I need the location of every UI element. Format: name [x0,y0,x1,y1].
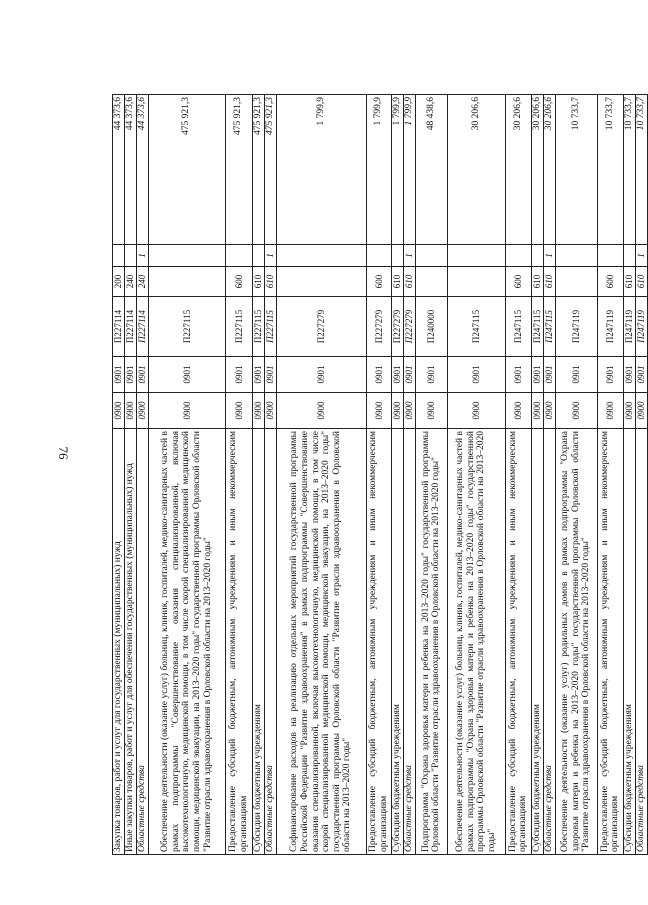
target-article-code: П227115 [252,297,264,357]
row-description: Иные закупки товаров, работ и услуг для обеспечения государственных (муниципальных) нужд [125,429,137,855]
target-article-code: П247119 [623,297,635,357]
budget-table-body [113,95,648,855]
amount-value: 1 799,9 [366,95,391,245]
row-description: Областные средства [137,429,149,855]
row-description: Субсидии бюджетным учреждениям [391,429,403,855]
expense-type-code: 600 [225,267,252,297]
row-description: Закупка товаров, работ и услуг для государственных (муниципальных) нужд [113,429,125,855]
row-description: Субсидии бюджетным учреждениям [252,429,264,855]
table-row [113,95,125,855]
expense-type-code [447,267,505,297]
funding-source-code [531,245,543,267]
subsection-code: 0901 [543,357,555,393]
table-row [555,95,597,855]
section-code: 0900 [137,393,149,429]
expense-type-code: 610 [264,267,276,297]
expense-type-code: 200 [113,267,125,297]
subsection-code: 0901 [225,357,252,393]
amount-value: 44 373,6 [125,95,137,245]
funding-source-code [252,245,264,267]
target-article-code: П247119 [597,297,623,357]
subsection-code: 0901 [531,357,543,393]
section-code: 0900 [113,393,125,429]
row-description: Областные средства [635,429,647,855]
row-description: Обеспечение деятельности (оказание услуг) родильных домов в рамках подпрограммы "Охрана здоровья матери и ребенка на 2013–2020 годы" государственной программы Орловской области "Развитие отрасли здравоохранения в Орловской области на 2013–2020 годы" [555,429,597,855]
section-code: 0900 [276,393,366,429]
target-article-code: П247119 [555,297,597,357]
expense-type-code: 610 [543,267,555,297]
row-description: Субсидии бюджетным учреждениям [623,429,635,855]
row-description: Предоставление субсидий бюджетным, автономным учреждениям и иным некоммерческим организациям [597,429,623,855]
section-code: 0900 [505,393,531,429]
funding-source-code: 1 [543,245,555,267]
funding-source-code [276,245,366,267]
amount-value: 10 733,7 [597,95,623,245]
target-article-code: П240000 [415,297,447,357]
section-code: 0900 [403,393,415,429]
funding-source-code [415,245,447,267]
section-code: 0900 [148,393,225,429]
amount-value: 10 733,7 [623,95,635,245]
subsection-code: 0901 [366,357,391,393]
funding-source-code [597,245,623,267]
table-row [403,95,415,855]
funding-source-code [125,245,137,267]
target-article-code: П227114 [125,297,137,357]
target-article-code: П227279 [391,297,403,357]
subsection-code: 0901 [623,357,635,393]
amount-value: 30 206,6 [447,95,505,245]
section-code: 0900 [543,393,555,429]
target-article-code: П227279 [403,297,415,357]
expense-type-code: 600 [505,267,531,297]
amount-value: 475 921,3 [148,95,225,245]
amount-value: 30 206,6 [543,95,555,245]
section-code: 0900 [125,393,137,429]
target-article-code: П247115 [505,297,531,357]
page-number: 76 [56,446,71,460]
target-article-code: П227114 [113,297,125,357]
expense-type-code [276,267,366,297]
expense-type-code: 610 [623,267,635,297]
subsection-code: 0901 [505,357,531,393]
target-article-code: П227115 [264,297,276,357]
amount-value: 44 373,6 [113,95,125,245]
expense-type-code: 610 [252,267,264,297]
target-article-code: П247115 [543,297,555,357]
subsection-code: 0901 [137,357,149,393]
subsection-code: 0901 [125,357,137,393]
row-description: Областные средства [543,429,555,855]
table-row [531,95,543,855]
amount-value: 475 921,3 [252,95,264,245]
table-row [125,95,137,855]
expense-type-code [148,267,225,297]
target-article-code: П227115 [225,297,252,357]
expense-type-code [555,267,597,297]
expense-type-code: 610 [391,267,403,297]
table-row [543,95,555,855]
funding-source-code: 1 [264,245,276,267]
amount-value: 48 438,6 [415,95,447,245]
section-code: 0900 [366,393,391,429]
amount-value: 1 799,9 [391,95,403,245]
section-code: 0900 [391,393,403,429]
table-row [252,95,264,855]
table-row [447,95,505,855]
funding-source-code [447,245,505,267]
section-code: 0900 [415,393,447,429]
funding-source-code: 1 [635,245,647,267]
table-row [635,95,647,855]
table-row [623,95,635,855]
target-article-code: П227279 [276,297,366,357]
section-code: 0900 [555,393,597,429]
funding-source-code [555,245,597,267]
subsection-code: 0901 [555,357,597,393]
expense-type-code: 610 [403,267,415,297]
expense-type-code: 240 [125,267,137,297]
subsection-code: 0901 [391,357,403,393]
funding-source-code [113,245,125,267]
table-row [415,95,447,855]
amount-value: 475 921,3 [225,95,252,245]
section-code: 0900 [252,393,264,429]
section-code: 0900 [264,393,276,429]
expense-type-code: 600 [366,267,391,297]
section-code: 0900 [225,393,252,429]
section-code: 0900 [447,393,505,429]
table-row [597,95,623,855]
subsection-code: 0901 [148,357,225,393]
row-description: Подпрограмма "Охрана здоровья матери и ребенка на 2013–2020 годы" государственной программы Орловской области "Развитие отрасли здравоохранения в Орловской области на 2013–2020 годы" [415,429,447,855]
table-row [276,95,366,855]
table-row [137,95,149,855]
funding-source-code [505,245,531,267]
funding-source-code [623,245,635,267]
budget-table [112,94,648,855]
table-row [366,95,391,855]
funding-source-code [225,245,252,267]
row-description: Предоставление субсидий бюджетным, автономным учреждениям и иным некоммерческим организациям [505,429,531,855]
expense-type-code: 240 [137,267,149,297]
table-row [264,95,276,855]
funding-source-code: 1 [403,245,415,267]
funding-source-code: 1 [137,245,149,267]
amount-value: 1 799,9 [403,95,415,245]
subsection-code: 0901 [447,357,505,393]
table-row [391,95,403,855]
row-description: Областные средства [264,429,276,855]
expense-type-code: 600 [597,267,623,297]
subsection-code: 0901 [264,357,276,393]
amount-value: 10 733,7 [555,95,597,245]
funding-source-code [366,245,391,267]
expense-type-code: 610 [531,267,543,297]
row-description: Предоставление субсидий бюджетным, автономным учреждениям и иным некоммерческим организациям [225,429,252,855]
subsection-code: 0901 [415,357,447,393]
amount-value: 475 921,3 [264,95,276,245]
target-article-code: П227279 [366,297,391,357]
row-description: Областные средства [403,429,415,855]
row-description: Обеспечение деятельности (оказание услуг) больниц, клиник, госпиталей, медико-санитарных частей в рамках подпрограммы "Совершенствование оказания специализированной, включая высокотехнологичную, медицинской помощи, в том числе скорой специализированной медицинской помощи, медицинской эвакуации, на 2013–2020 годы" государственной программы Орловской области "Развитие отрасли здравоохранения в Орловской области на 2013–2020 годы" [148,429,225,855]
section-code: 0900 [635,393,647,429]
subsection-code: 0901 [635,357,647,393]
amount-value: 44 373,6 [137,95,149,245]
subsection-code: 0901 [276,357,366,393]
row-description: Предоставление субсидий бюджетным, автономным учреждениям и иным некоммерческим организациям [366,429,391,855]
section-code: 0900 [597,393,623,429]
funding-source-code [148,245,225,267]
target-article-code: П247115 [447,297,505,357]
table-row [505,95,531,855]
amount-value: 30 206,6 [505,95,531,245]
amount-value: 1 799,9 [276,95,366,245]
subsection-code: 0901 [597,357,623,393]
section-code: 0900 [623,393,635,429]
row-description: Обеспечение деятельности (оказание услуг) больниц, клиник, госпиталей, медико-санитарных частей в рамках подпрограммы "Охрана здоровья матери и ребенка на 2013–2020 годы" государственной программы Орловской области "Развитие отрасли здравоохранения в Орловской области на 2013–2020 годы" [447,429,505,855]
subsection-code: 0901 [252,357,264,393]
expense-type-code [415,267,447,297]
row-description: Субсидии бюджетным учреждениям [531,429,543,855]
table-row [225,95,252,855]
target-article-code: П227115 [148,297,225,357]
amount-value: 10 733,7 [635,95,647,245]
amount-value: 30 206,6 [531,95,543,245]
rotated-page-content [112,95,647,855]
expense-type-code: 610 [635,267,647,297]
table-row [148,95,225,855]
target-article-code: П247119 [635,297,647,357]
funding-source-code [391,245,403,267]
target-article-code: П227114 [137,297,149,357]
section-code: 0900 [531,393,543,429]
row-description: Софинансирование расходов на реализацию отдельных мероприятий государственной программы Российской Федерации "Развитие здравоохранения" в рамках подпрограммы "Совершенствование оказания специализированной, включая высокотехнологичную, медицинской помощи, в том числе скорой специализированной медицинской помощи, медицинской эвакуации, на 2013–2020 годы" государственной программы Орловской области "Развитие отрасли здравоохранения в Орловской области на 2013–2020 годы" [276,429,366,855]
subsection-code: 0901 [403,357,415,393]
target-article-code: П247115 [531,297,543,357]
subsection-code: 0901 [113,357,125,393]
